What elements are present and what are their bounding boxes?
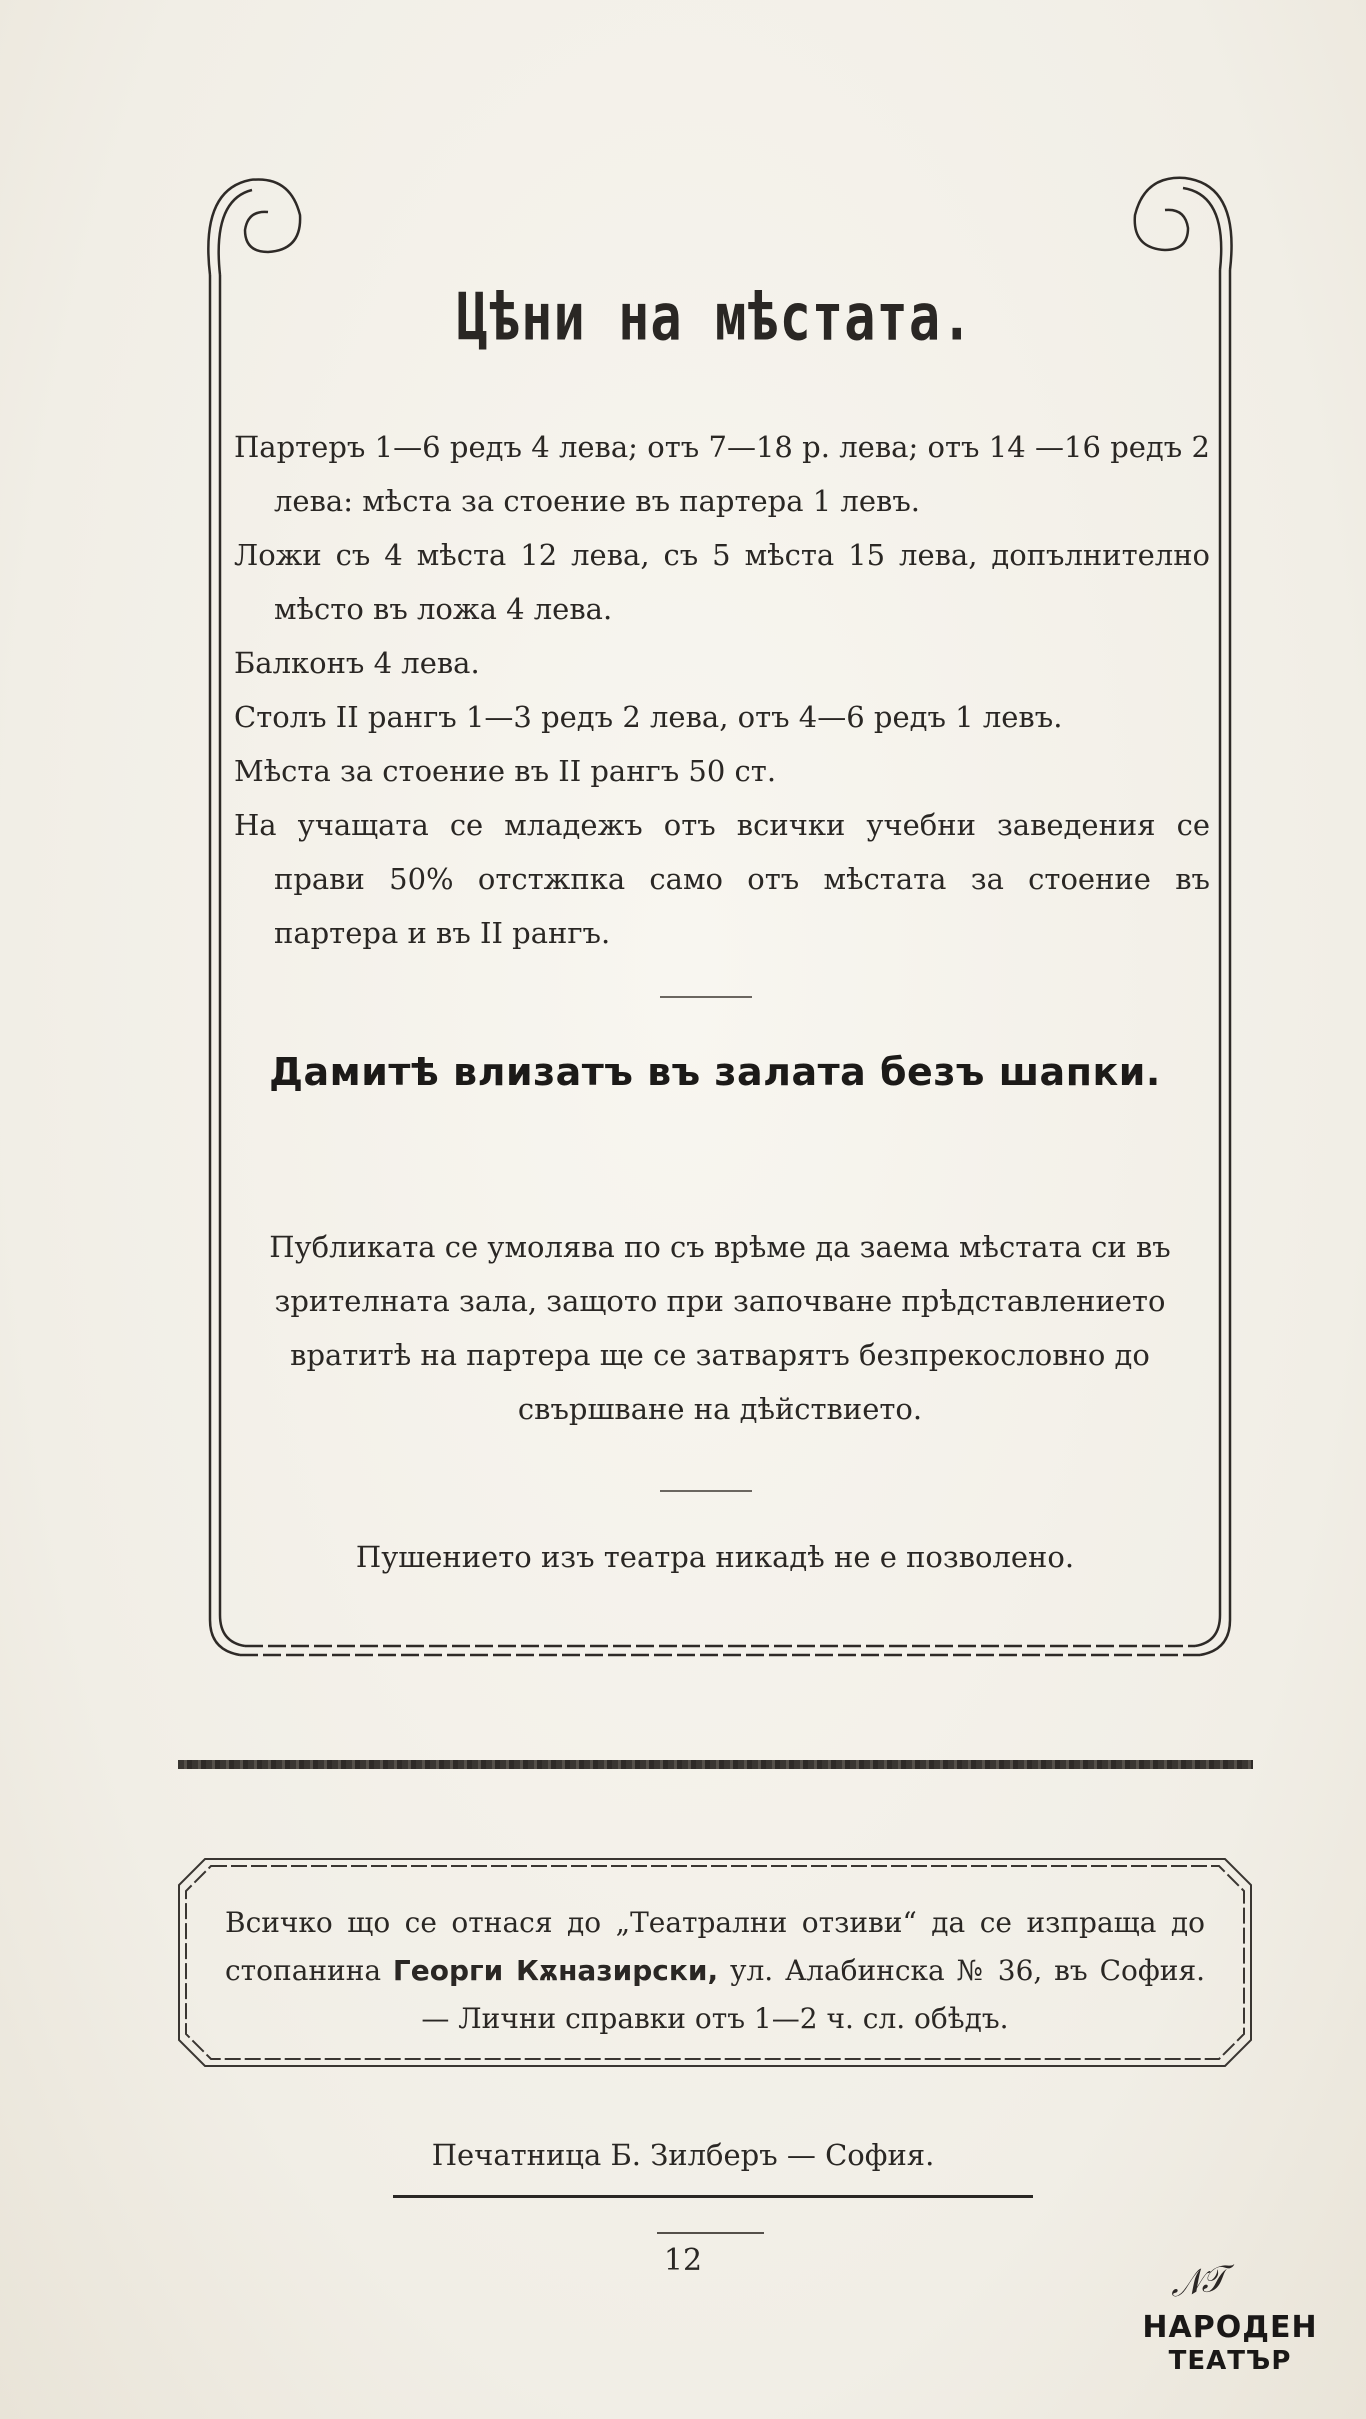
- price-item-second-tier-standing: Мѣста за стоение въ II рангъ 50 ст.: [234, 754, 777, 788]
- logo-line-1: НАРОДЕН: [1142, 2310, 1318, 2345]
- page-number-rule: [657, 2232, 764, 2234]
- price-list: [234, 420, 1210, 960]
- price-item-boxes: Ложи съ 4 мѣста 12 лева, съ 5 мѣста 15 лева, допълнително мѣсто въ ложа 4 лева.: [234, 538, 1210, 626]
- smoking-notice: Пушението изъ театра никадѣ не е позволено.: [355, 1540, 1075, 1574]
- editorial-text-before: Всичко що се отнася до „Театрални отзиви“ да се изпраща до стопанина: [225, 1906, 1205, 1987]
- ornamental-frame: [190, 170, 1240, 1690]
- divider-rule: [660, 1490, 752, 1492]
- printer-rule: [393, 2195, 1033, 2198]
- editorial-text-after: ул. Алабинска № 36, въ София. — Лични справки отъ 1—2 ч. сл. обѣдъ.: [421, 1954, 1206, 2035]
- ladies-notice: Дамитѣ влизатъ въ залата безъ шапки.: [269, 1050, 1161, 1094]
- logo-line-2: ТЕАТЪР: [1168, 2346, 1292, 2376]
- public-notice: Публиката се умолява по съ врѣме да заема мѣстата си въ зрителната зала, защото при започване прѣдставлението вратитѣ на партера ще се затварятъ безпрекословно до свършване на дѣйствието.: [269, 1230, 1171, 1426]
- editorial-notice-box: [175, 1855, 1255, 2070]
- printer-imprint: Печатница Б. Зилберъ — София.: [431, 2138, 935, 2172]
- national-theatre-logo: [1140, 2258, 1320, 2382]
- prices-title: Цѣни на мѣстата.: [456, 280, 974, 356]
- section-separator: [178, 1760, 1253, 1769]
- page-number: 12: [663, 2243, 703, 2278]
- logo-script-icon: 𝒩𝒯: [1167, 2258, 1228, 2306]
- owner-name: Георги Кѫназирски,: [392, 1954, 719, 1987]
- price-item-student-discount: На учащата се младежъ отъ всички учебни заведения се прави 50% отстжпка само отъ мѣстата за стоение въ партера и въ II рангъ.: [234, 808, 1210, 950]
- price-item-balcony: Балконъ 4 лева.: [234, 646, 480, 680]
- price-item-parterre: Партеръ 1—6 редъ 4 лева; отъ 7—18 р. лева; отъ 14 —16 редъ 2 лева: мѣста за стоение въ партера 1 левъ.: [234, 430, 1210, 518]
- price-item-second-tier-seats: Столъ II рангъ 1—3 редъ 2 лева, отъ 4—6 редъ 1 левъ.: [234, 700, 1063, 734]
- divider-rule: [660, 996, 752, 998]
- editorial-notice-text: [225, 1899, 1205, 2043]
